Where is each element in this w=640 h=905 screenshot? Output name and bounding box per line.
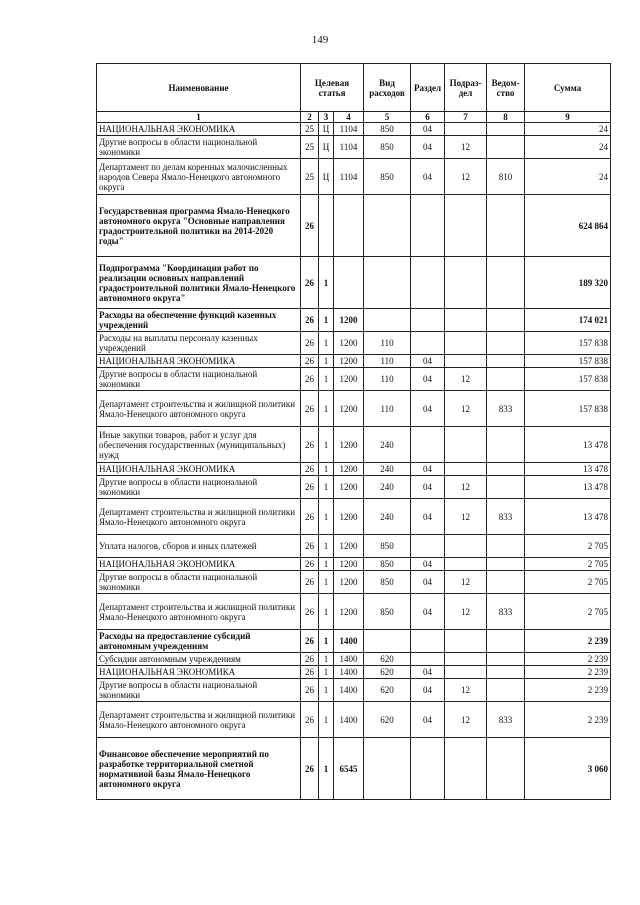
expense-type-cell: 110 — [364, 391, 411, 427]
department-cell: 833 — [487, 594, 525, 630]
page-number: 149 — [311, 34, 329, 46]
section-cell — [411, 535, 445, 558]
subsection-cell — [445, 257, 487, 309]
subprogram-code-cell: 1 — [319, 666, 334, 679]
expense-type-cell: 240 — [364, 463, 411, 476]
section-cell — [411, 257, 445, 309]
subsection-cell — [445, 630, 487, 653]
subsection-cell — [445, 332, 487, 355]
section-cell: 04 — [411, 594, 445, 630]
expense-type-cell: 850 — [364, 558, 411, 571]
row-name-cell: Другие вопросы в области национальной экономики — [97, 368, 301, 391]
subsection-cell — [445, 535, 487, 558]
row-name-cell: Уплата налогов, сборов и иных платежей — [97, 535, 301, 558]
program-code-cell: 26 — [301, 476, 319, 499]
article-code-cell: 1400 — [334, 679, 364, 702]
department-cell — [487, 427, 525, 463]
sum-cell: 157 838 — [525, 368, 611, 391]
table-row — [97, 368, 611, 391]
expense-type-cell: 850 — [364, 535, 411, 558]
subprogram-code-cell: 1 — [319, 257, 334, 309]
section-cell: 04 — [411, 123, 445, 136]
department-cell — [487, 368, 525, 391]
column-number: 7 — [445, 112, 487, 123]
article-code-cell: 1200 — [334, 571, 364, 594]
table-body — [97, 123, 611, 800]
row-name-cell: Подпрограмма "Координация работ по реализации основных направлений градостроительной политики Ямало-Ненецкого автономного округа" — [97, 257, 301, 309]
department-cell: 810 — [487, 159, 525, 195]
sum-cell: 157 838 — [525, 391, 611, 427]
article-code-cell: 1200 — [334, 368, 364, 391]
subprogram-code-cell: Ц — [319, 159, 334, 195]
table-row — [97, 332, 611, 355]
subsection-cell — [445, 123, 487, 136]
expense-type-cell — [364, 195, 411, 257]
table-row — [97, 257, 611, 309]
program-code-cell: 26 — [301, 738, 319, 800]
department-cell — [487, 476, 525, 499]
subsection-cell — [445, 355, 487, 368]
section-cell — [411, 427, 445, 463]
article-code-cell: 1400 — [334, 666, 364, 679]
sum-cell: 2 705 — [525, 594, 611, 630]
sum-cell: 13 478 — [525, 427, 611, 463]
article-code-cell: 1200 — [334, 594, 364, 630]
program-code-cell: 26 — [301, 702, 319, 738]
program-code-cell: 26 — [301, 535, 319, 558]
subprogram-code-cell: 1 — [319, 332, 334, 355]
table-row — [97, 630, 611, 653]
table-row — [97, 427, 611, 463]
row-name-cell: Департамент по делам коренных малочисленных народов Севера Ямало-Ненецкого автономного округа — [97, 159, 301, 195]
subsection-cell — [445, 309, 487, 332]
section-cell: 04 — [411, 159, 445, 195]
sum-cell: 13 478 — [525, 476, 611, 499]
section-cell: 04 — [411, 499, 445, 535]
sum-cell: 624 864 — [525, 195, 611, 257]
subprogram-code-cell: 1 — [319, 594, 334, 630]
article-code-cell: 1104 — [334, 136, 364, 159]
subprogram-code-cell: Ц — [319, 136, 334, 159]
header-subsection: Подраз-дел — [445, 64, 487, 112]
column-number: 2 — [301, 112, 319, 123]
header-sum: Сумма — [525, 64, 611, 112]
header-department: Ведом-ство — [487, 64, 525, 112]
section-cell: 04 — [411, 463, 445, 476]
section-cell — [411, 309, 445, 332]
subprogram-code-cell: 1 — [319, 738, 334, 800]
subsection-cell: 12 — [445, 476, 487, 499]
table-row — [97, 159, 611, 195]
subsection-cell: 12 — [445, 679, 487, 702]
subsection-cell: 12 — [445, 391, 487, 427]
row-name-cell: Финансовое обеспечение мероприятий по разработке территориальной сметной нормативной базы Ямало-Ненецкого автономного округа — [97, 738, 301, 800]
expense-type-cell — [364, 309, 411, 332]
column-number: 5 — [364, 112, 411, 123]
article-code-cell: 1200 — [334, 391, 364, 427]
article-code-cell: 1400 — [334, 653, 364, 666]
subsection-cell: 12 — [445, 159, 487, 195]
expense-type-cell: 240 — [364, 476, 411, 499]
program-code-cell: 26 — [301, 332, 319, 355]
article-code-cell — [334, 257, 364, 309]
section-cell: 04 — [411, 702, 445, 738]
department-cell — [487, 332, 525, 355]
expense-type-cell: 850 — [364, 159, 411, 195]
sum-cell: 3 060 — [525, 738, 611, 800]
sum-cell: 2 705 — [525, 535, 611, 558]
row-name-cell: Другие вопросы в области национальной экономики — [97, 571, 301, 594]
section-cell: 04 — [411, 679, 445, 702]
department-cell — [487, 257, 525, 309]
article-code-cell: 1200 — [334, 332, 364, 355]
header-section: Раздел — [411, 64, 445, 112]
expense-type-cell: 110 — [364, 332, 411, 355]
department-cell — [487, 123, 525, 136]
program-code-cell: 25 — [301, 123, 319, 136]
subsection-cell — [445, 666, 487, 679]
expense-type-cell — [364, 630, 411, 653]
program-code-cell: 26 — [301, 571, 319, 594]
subprogram-code-cell: 1 — [319, 702, 334, 738]
row-name-cell: НАЦИОНАЛЬНАЯ ЭКОНОМИКА — [97, 666, 301, 679]
article-code-cell: 1400 — [334, 630, 364, 653]
program-code-cell: 26 — [301, 594, 319, 630]
department-cell: 833 — [487, 499, 525, 535]
program-code-cell: 26 — [301, 630, 319, 653]
section-cell: 04 — [411, 476, 445, 499]
table-row — [97, 535, 611, 558]
sum-cell: 2 239 — [525, 679, 611, 702]
row-name-cell: Департамент строительства и жилищной политики Ямало-Ненецкого автономного округа — [97, 499, 301, 535]
sum-cell: 189 320 — [525, 257, 611, 309]
row-name-cell: Расходы на предоставление субсидий автономным учреждениям — [97, 630, 301, 653]
expense-type-cell: 620 — [364, 666, 411, 679]
subprogram-code-cell — [319, 195, 334, 257]
section-cell: 04 — [411, 136, 445, 159]
expense-type-cell: 620 — [364, 679, 411, 702]
table-row — [97, 594, 611, 630]
table-row — [97, 136, 611, 159]
program-code-cell: 26 — [301, 309, 319, 332]
program-code-cell: 26 — [301, 391, 319, 427]
section-cell: 04 — [411, 355, 445, 368]
expense-type-cell: 850 — [364, 136, 411, 159]
program-code-cell: 26 — [301, 368, 319, 391]
article-code-cell: 1200 — [334, 499, 364, 535]
program-code-cell: 26 — [301, 427, 319, 463]
row-name-cell: НАЦИОНАЛЬНАЯ ЭКОНОМИКА — [97, 123, 301, 136]
table-header-row — [97, 64, 611, 112]
row-name-cell: Субсидии автономным учреждениям — [97, 653, 301, 666]
department-cell — [487, 535, 525, 558]
article-code-cell: 1200 — [334, 463, 364, 476]
column-number: 1 — [97, 112, 301, 123]
section-cell: 04 — [411, 666, 445, 679]
row-name-cell: Расходы на обеспечение функций казенных учреждений — [97, 309, 301, 332]
department-cell — [487, 571, 525, 594]
article-code-cell: 1200 — [334, 476, 364, 499]
article-code-cell: 1200 — [334, 535, 364, 558]
subprogram-code-cell: 1 — [319, 499, 334, 535]
expense-type-cell: 850 — [364, 594, 411, 630]
subprogram-code-cell: 1 — [319, 476, 334, 499]
table-row — [97, 571, 611, 594]
subsection-cell: 12 — [445, 368, 487, 391]
table-row — [97, 653, 611, 666]
table-row — [97, 666, 611, 679]
article-code-cell: 1200 — [334, 558, 364, 571]
sum-cell: 174 021 — [525, 309, 611, 332]
subsection-cell — [445, 427, 487, 463]
department-cell — [487, 738, 525, 800]
article-code-cell: 6545 — [334, 738, 364, 800]
section-cell: 04 — [411, 368, 445, 391]
program-code-cell: 26 — [301, 195, 319, 257]
section-cell — [411, 332, 445, 355]
sum-cell: 2 239 — [525, 666, 611, 679]
department-cell — [487, 136, 525, 159]
subprogram-code-cell: 1 — [319, 427, 334, 463]
expense-type-cell — [364, 738, 411, 800]
article-code-cell: 1200 — [334, 309, 364, 332]
table-row — [97, 195, 611, 257]
header-name: Наименование — [97, 64, 301, 112]
sum-cell: 2 239 — [525, 653, 611, 666]
subprogram-code-cell: 1 — [319, 653, 334, 666]
expense-type-cell: 240 — [364, 499, 411, 535]
article-code-cell: 1104 — [334, 159, 364, 195]
department-cell — [487, 679, 525, 702]
department-cell — [487, 558, 525, 571]
article-code-cell: 1400 — [334, 702, 364, 738]
expense-type-cell: 850 — [364, 571, 411, 594]
sum-cell: 2 705 — [525, 558, 611, 571]
subprogram-code-cell: Ц — [319, 123, 334, 136]
table-row — [97, 355, 611, 368]
row-name-cell: Другие вопросы в области национальной экономики — [97, 679, 301, 702]
expense-type-cell: 240 — [364, 427, 411, 463]
expense-type-cell: 850 — [364, 123, 411, 136]
sum-cell: 157 838 — [525, 332, 611, 355]
sum-cell: 24 — [525, 123, 611, 136]
sum-cell: 2 239 — [525, 630, 611, 653]
section-cell: 04 — [411, 571, 445, 594]
header-target-article: Целевая статья — [301, 64, 364, 112]
sum-cell: 13 478 — [525, 463, 611, 476]
subsection-cell — [445, 558, 487, 571]
subprogram-code-cell: 1 — [319, 630, 334, 653]
article-code-cell — [334, 195, 364, 257]
subprogram-code-cell: 1 — [319, 571, 334, 594]
section-cell — [411, 630, 445, 653]
row-name-cell: Другие вопросы в области национальной экономики — [97, 476, 301, 499]
table-row — [97, 679, 611, 702]
budget-table — [96, 63, 611, 800]
department-cell — [487, 463, 525, 476]
expense-type-cell: 620 — [364, 702, 411, 738]
subsection-cell: 12 — [445, 136, 487, 159]
column-number: 3 — [319, 112, 334, 123]
subsection-cell: 12 — [445, 499, 487, 535]
expense-type-cell: 110 — [364, 368, 411, 391]
column-number: 6 — [411, 112, 445, 123]
department-cell — [487, 630, 525, 653]
expense-type-cell: 110 — [364, 355, 411, 368]
row-name-cell: Департамент строительства и жилищной политики Ямало-Ненецкого автономного округа — [97, 702, 301, 738]
subprogram-code-cell: 1 — [319, 355, 334, 368]
subsection-cell — [445, 653, 487, 666]
sum-cell: 2 239 — [525, 702, 611, 738]
table-row — [97, 558, 611, 571]
subsection-cell: 12 — [445, 702, 487, 738]
department-cell: 833 — [487, 702, 525, 738]
table-row — [97, 391, 611, 427]
department-cell — [487, 666, 525, 679]
table-row — [97, 702, 611, 738]
sum-cell: 2 705 — [525, 571, 611, 594]
sum-cell: 24 — [525, 136, 611, 159]
program-code-cell: 26 — [301, 499, 319, 535]
department-cell — [487, 653, 525, 666]
expense-type-cell — [364, 257, 411, 309]
subprogram-code-cell: 1 — [319, 391, 334, 427]
row-name-cell: Государственная программа Ямало-Ненецкого автономного округа "Основные направления градостроительной политики на 2014-2020 годы" — [97, 195, 301, 257]
table-row — [97, 463, 611, 476]
subsection-cell — [445, 463, 487, 476]
subsection-cell: 12 — [445, 571, 487, 594]
row-name-cell: НАЦИОНАЛЬНАЯ ЭКОНОМИКА — [97, 463, 301, 476]
subsection-cell: 12 — [445, 594, 487, 630]
section-cell — [411, 195, 445, 257]
program-code-cell: 25 — [301, 136, 319, 159]
program-code-cell: 26 — [301, 463, 319, 476]
program-code-cell: 26 — [301, 679, 319, 702]
expense-type-cell: 620 — [364, 653, 411, 666]
program-code-cell: 26 — [301, 666, 319, 679]
column-number: 8 — [487, 112, 525, 123]
subprogram-code-cell: 1 — [319, 558, 334, 571]
table-row — [97, 476, 611, 499]
department-cell — [487, 309, 525, 332]
program-code-cell: 25 — [301, 159, 319, 195]
row-name-cell: НАЦИОНАЛЬНАЯ ЭКОНОМИКА — [97, 558, 301, 571]
row-name-cell: Департамент строительства и жилищной политики Ямало-Ненецкого автономного округа — [97, 594, 301, 630]
sum-cell: 157 838 — [525, 355, 611, 368]
row-name-cell: НАЦИОНАЛЬНАЯ ЭКОНОМИКА — [97, 355, 301, 368]
table-row — [97, 123, 611, 136]
subprogram-code-cell: 1 — [319, 309, 334, 332]
department-cell — [487, 355, 525, 368]
sum-cell: 13 478 — [525, 499, 611, 535]
row-name-cell: Иные закупки товаров, работ и услуг для обеспечения государственных (муниципальных) нужд — [97, 427, 301, 463]
subprogram-code-cell: 1 — [319, 535, 334, 558]
section-cell — [411, 738, 445, 800]
program-code-cell: 26 — [301, 355, 319, 368]
row-name-cell: Расходы на выплаты персоналу казенных учреждений — [97, 332, 301, 355]
section-cell — [411, 653, 445, 666]
article-code-cell: 1104 — [334, 123, 364, 136]
row-name-cell: Департамент строительства и жилищной политики Ямало-Ненецкого автономного округа — [97, 391, 301, 427]
program-code-cell: 26 — [301, 257, 319, 309]
article-code-cell: 1200 — [334, 427, 364, 463]
section-cell: 04 — [411, 558, 445, 571]
program-code-cell: 26 — [301, 653, 319, 666]
table-row — [97, 499, 611, 535]
subprogram-code-cell: 1 — [319, 463, 334, 476]
program-code-cell: 26 — [301, 558, 319, 571]
department-cell: 833 — [487, 391, 525, 427]
subprogram-code-cell: 1 — [319, 679, 334, 702]
section-cell: 04 — [411, 391, 445, 427]
subprogram-code-cell: 1 — [319, 368, 334, 391]
column-number: 4 — [334, 112, 364, 123]
row-name-cell: Другие вопросы в области национальной экономики — [97, 136, 301, 159]
column-number: 9 — [525, 112, 611, 123]
subsection-cell — [445, 738, 487, 800]
article-code-cell: 1200 — [334, 355, 364, 368]
table-row — [97, 309, 611, 332]
subsection-cell — [445, 195, 487, 257]
header-expense-type: Вид расходов — [364, 64, 411, 112]
sum-cell: 24 — [525, 159, 611, 195]
department-cell — [487, 195, 525, 257]
table-row — [97, 738, 611, 800]
column-number-row — [97, 112, 611, 123]
